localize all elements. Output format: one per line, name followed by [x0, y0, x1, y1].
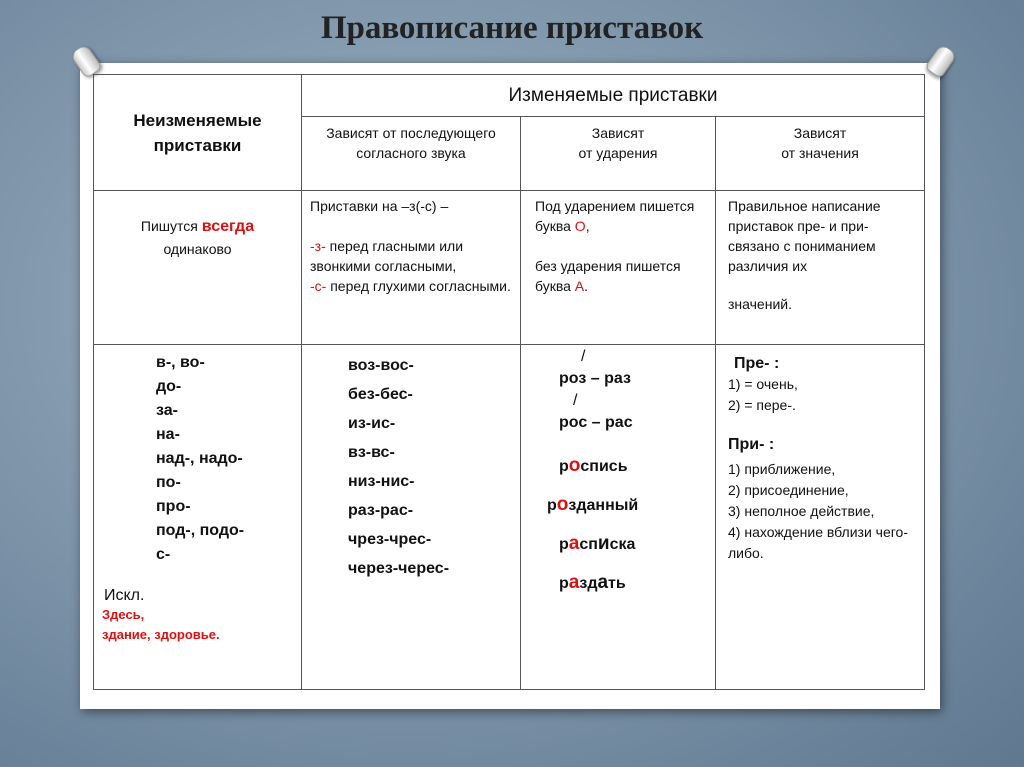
exception-label: Искл.	[104, 587, 145, 604]
pri-title: При- :	[728, 436, 775, 453]
example-word: раздать	[559, 572, 626, 593]
header-unchanged: Неизменяемые приставки	[94, 75, 302, 191]
header-sound: Зависят от последующего согласного звука	[302, 117, 521, 191]
list-item: 1) = очень,	[728, 376, 798, 392]
list-item: чрез-чрес-	[348, 531, 432, 548]
examples-meaning	[716, 345, 925, 690]
pre-title: Пре- :	[734, 355, 780, 372]
stress-mark: /	[581, 348, 586, 365]
exception-1: Здесь,	[102, 607, 145, 622]
slide-title: Правописание приставок	[320, 10, 704, 46]
list-item: с-	[156, 546, 171, 563]
rule-sound: Приставки на –з(-с) – -з- перед гласными или звонкими согласными, -с- перед глухими согласными.	[302, 191, 521, 345]
list-item: по-	[156, 474, 181, 491]
list-item: на-	[156, 426, 180, 443]
list-item: из-ис-	[348, 415, 396, 432]
header-changed: Изменяемые приставки	[302, 75, 925, 117]
list-item: 4) нахождение вблизи чего-либо.	[728, 524, 908, 561]
list-item: под-, подо-	[156, 522, 245, 539]
list-item: до-	[156, 378, 182, 395]
prefix-rules-table	[93, 74, 925, 690]
list-item: 3) неполное действие,	[728, 503, 875, 519]
rule-unchanged: Пишутся всегда одинаково	[94, 191, 302, 345]
list-item: через-черес-	[348, 560, 450, 577]
examples-sound	[302, 345, 521, 690]
examples-stress	[521, 345, 716, 690]
list-item: за-	[156, 402, 178, 419]
exception-2: здание, здоровье.	[102, 627, 220, 642]
example-word: расписка	[559, 533, 636, 554]
example-word: роспись	[559, 455, 628, 476]
list-item: низ-нис-	[348, 473, 415, 490]
stress-pair: роз – раз	[559, 370, 631, 387]
list-item: раз-рас-	[348, 502, 414, 519]
examples-unchanged	[94, 345, 302, 690]
list-item: 2) присоединение,	[728, 482, 849, 498]
rule-stress: Под ударением пишется буква О, без ударения пишется буква А.	[521, 191, 716, 345]
list-item: 1) приближение,	[728, 461, 836, 477]
list-item: вз-вс-	[348, 444, 395, 461]
list-item: над-, надо-	[156, 450, 243, 467]
rule-meaning: Правильное написание приставок пре- и при- связано с пониманием различия их значений.	[716, 191, 925, 345]
header-stress: Зависят от ударения	[521, 117, 716, 191]
list-item: про-	[156, 498, 191, 515]
example-word: розданный	[547, 494, 639, 515]
stress-mark: /	[573, 392, 578, 409]
header-meaning: Зависят от значения	[716, 117, 925, 191]
list-item: без-бес-	[348, 386, 413, 403]
stress-pair: рос – рас	[559, 414, 633, 431]
list-item: в-, во-	[156, 354, 205, 371]
list-item: 2) = пере-.	[728, 397, 796, 413]
list-item: воз-вос-	[348, 357, 414, 374]
